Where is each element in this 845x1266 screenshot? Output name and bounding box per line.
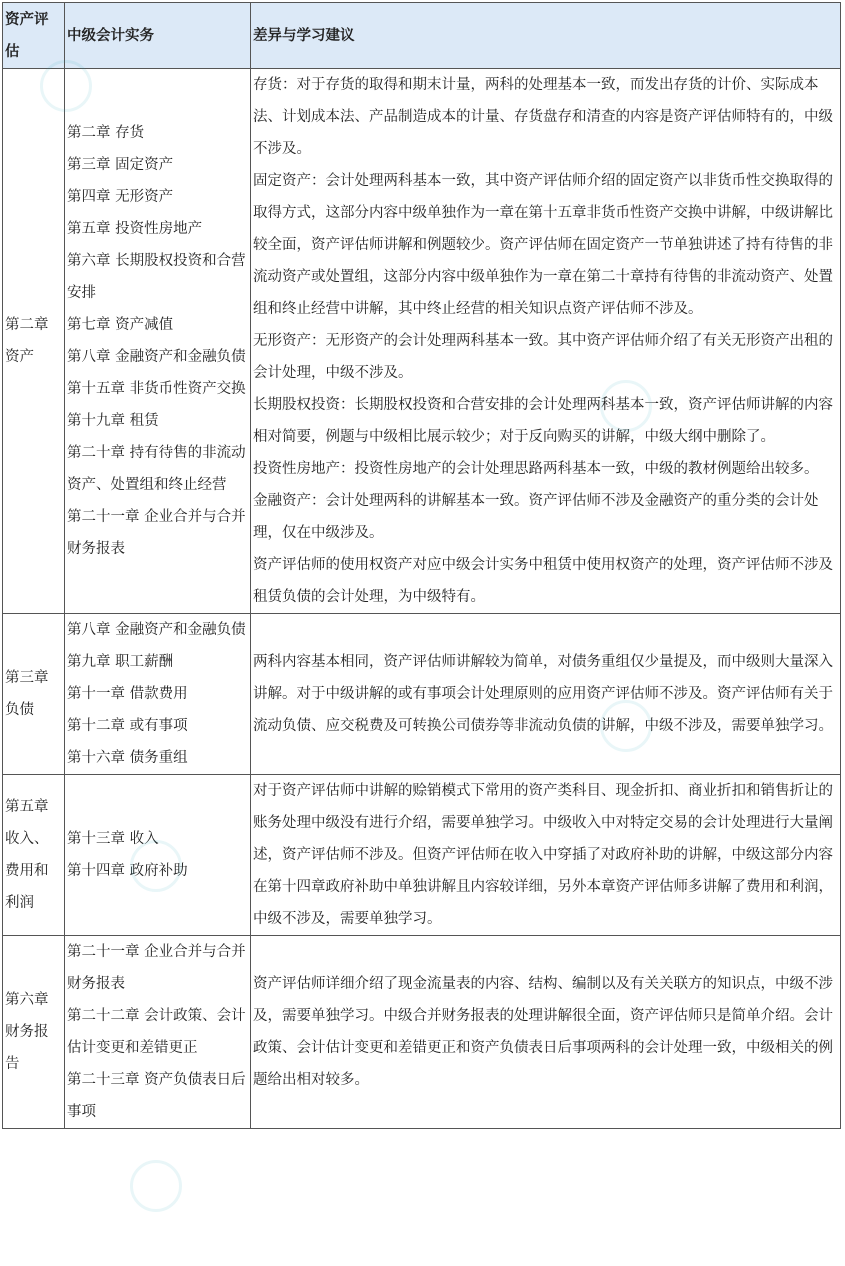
advice-paragraph: 两科内容基本相同，资产评估师讲解较为简单，对债务重组仅少量提及，而中级则大量深入讲解。对于中级讲解的或有事项会计处理原则的应用资产评估师不涉及。资产评估师有关于流动负债、应交税费及可转换公司债券等非流动负债的讲解，中级不涉及，需要单独学习。 xyxy=(253,654,833,734)
advice-paragraph: 固定资产：会计处理两科基本一致，其中资产评估师介绍的固定资产以非货币性交换取得的取得方式，这部分内容中级单独作为一章在第十五章非货币性资产交换中讲解，中级讲解比较全面，资产评估师讲解和例题较少。资产评估师在固定资产一节单独讲述了持有待售的非流动资产或处置组，这部分内容中级单独作为一章在第二十章持有待售的非流动资产、处置组和终止经营中讲解，其中终止经营的相关知识点资产评估师不涉及。 xyxy=(253,173,833,317)
topic-item: 第十三章 收入 xyxy=(67,831,159,847)
table-row xyxy=(3,614,841,775)
topic-item: 第十五章 非货币性资产交换 xyxy=(67,381,246,397)
table-row xyxy=(3,69,841,614)
chapter-cell: 第六章财务报告 xyxy=(3,936,65,1129)
advice-cell xyxy=(251,775,841,936)
table-row xyxy=(3,775,841,936)
topic-item: 第十二章 或有事项 xyxy=(67,718,188,734)
topic-item: 第二十一章 企业合并与合并财务报表 xyxy=(67,944,246,992)
topics-cell xyxy=(65,775,251,936)
advice-paragraph: 投资性房地产：投资性房地产的会计处理思路两科基本一致，中级的教材例题给出较多。 xyxy=(253,461,819,477)
topic-item: 第二十一章 企业合并与合并财务报表 xyxy=(67,509,246,557)
topic-item: 第十九章 租赁 xyxy=(67,413,159,429)
advice-paragraph: 金融资产：会计处理两科的讲解基本一致。资产评估师不涉及金融资产的重分类的会计处理，仅在中级涉及。 xyxy=(253,493,819,541)
topic-item: 第八章 金融资产和金融负债 xyxy=(67,349,246,365)
watermark-ring xyxy=(130,1160,182,1212)
header-col-intermediate-accounting: 中级会计实务 xyxy=(65,3,251,69)
topics-cell xyxy=(65,936,251,1129)
advice-cell xyxy=(251,69,841,614)
topic-item: 第二十三章 资产负债表日后事项 xyxy=(67,1072,246,1120)
advice-paragraph: 资产评估师详细介绍了现金流量表的内容、结构、编制以及有关关联方的知识点，中级不涉及，需要单独学习。中级合并财务报表的处理讲解很全面，资产评估师只是简单介绍。会计政策、会计估计变更和差错更正和资产负债表日后事项两科的会计处理一致，中级相关的例题给出相对较多。 xyxy=(253,976,833,1088)
topic-item: 第二章 存货 xyxy=(67,125,145,141)
chapter-cell: 第三章负债 xyxy=(3,614,65,775)
advice-cell xyxy=(251,936,841,1129)
advice-paragraph: 对于资产评估师中讲解的赊销模式下常用的资产类科目、现金折扣、商业折扣和销售折让的账务处理中级没有进行介绍，需要单独学习。中级收入中对特定交易的会计处理进行大量阐述，资产评估师不涉及。但资产评估师在收入中穿插了对政府补助的讲解，中级这部分内容在第十四章政府补助中单独讲解且内容较详细，另外本章资产评估师多讲解了费用和利润，中级不涉及，需要单独学习。 xyxy=(253,783,833,927)
topic-item: 第六章 长期股权投资和合营安排 xyxy=(67,253,246,301)
topic-item: 第二十二章 会计政策、会计估计变更和差错更正 xyxy=(67,1008,246,1056)
chapter-cell: 第五章收入、费用和利润 xyxy=(3,775,65,936)
chapter-cell: 第二章资产 xyxy=(3,69,65,614)
header-row xyxy=(3,3,841,69)
topic-item: 第四章 无形资产 xyxy=(67,189,174,205)
table-row xyxy=(3,936,841,1129)
advice-paragraph: 无形资产：无形资产的会计处理两科基本一致。其中资产评估师介绍了有关无形资产出租的会计处理，中级不涉及。 xyxy=(253,333,833,381)
topic-item: 第三章 固定资产 xyxy=(67,157,174,173)
header-col-differences-advice: 差异与学习建议 xyxy=(251,3,841,69)
topics-cell xyxy=(65,614,251,775)
topic-item: 第二十章 持有待售的非流动资产、处置组和终止经营 xyxy=(67,445,246,493)
advice-cell xyxy=(251,614,841,775)
topics-cell xyxy=(65,69,251,614)
topic-item: 第十一章 借款费用 xyxy=(67,686,188,702)
topic-item: 第八章 金融资产和金融负债 xyxy=(67,622,246,638)
advice-paragraph: 资产评估师的使用权资产对应中级会计实务中租赁中使用权资产的处理，资产评估师不涉及租赁负债的会计处理，为中级特有。 xyxy=(253,557,833,605)
topic-item: 第十六章 债务重组 xyxy=(67,750,188,766)
header-col-asset-evaluation: 资产评估 xyxy=(3,3,65,69)
topic-item: 第五章 投资性房地产 xyxy=(67,221,203,237)
topic-item: 第十四章 政府补助 xyxy=(67,863,188,879)
advice-paragraph: 长期股权投资：长期股权投资和合营安排的会计处理两科基本一致，资产评估师讲解的内容相对简要，例题与中级相比展示较少；对于反向购买的讲解，中级大纲中删除了。 xyxy=(253,397,833,445)
topic-item: 第七章 资产减值 xyxy=(67,317,174,333)
advice-paragraph: 存货：对于存货的取得和期末计量，两科的处理基本一致，而发出存货的计价、实际成本法、计划成本法、产品制造成本的计量、存货盘存和清查的内容是资产评估师特有的，中级不涉及。 xyxy=(253,77,833,157)
topic-item: 第九章 职工薪酬 xyxy=(67,654,174,670)
comparison-table xyxy=(2,2,841,1129)
